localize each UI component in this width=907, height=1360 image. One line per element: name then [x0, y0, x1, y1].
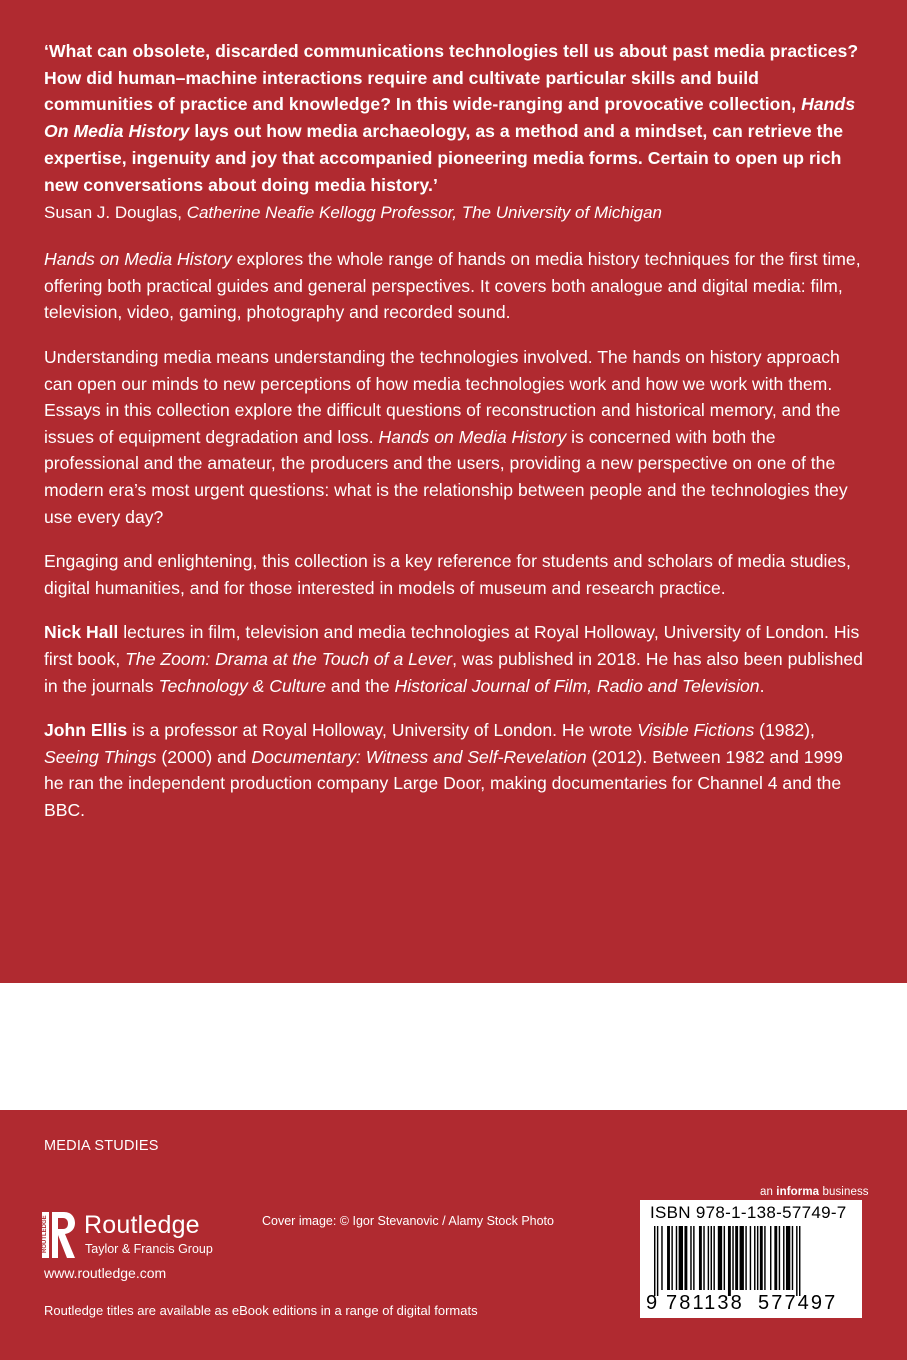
- isbn-barcode: [640, 1200, 862, 1318]
- barcode-bar: [770, 1226, 771, 1290]
- barcode-bar: [690, 1226, 691, 1290]
- back-cover-text: [44, 38, 864, 824]
- barcode-bars: [648, 1226, 854, 1296]
- endorsement-attribution: Susan J. Douglas, Catherine Neafie Kellogg Professor, The University of Michigan: [44, 203, 662, 223]
- barcode-bar: [799, 1226, 800, 1296]
- barcode-bar: [754, 1226, 755, 1290]
- isbn-number: ISBN 978-1-138-57749-7: [650, 1203, 847, 1222]
- barcode-bar: [661, 1226, 662, 1290]
- barcode-bar: [774, 1226, 777, 1290]
- barcode-bar: [764, 1226, 765, 1290]
- barcode-bar: [699, 1226, 702, 1290]
- barcode-bar: [735, 1226, 738, 1290]
- barcode-bar: [676, 1226, 677, 1290]
- barcode-digits-right: 577497: [758, 1292, 838, 1314]
- barcode-bar: [724, 1226, 725, 1290]
- barcode-bar: [693, 1226, 694, 1290]
- barcode-bar: [728, 1226, 731, 1296]
- barcode-bar: [703, 1226, 704, 1290]
- barcode-bar: [671, 1226, 672, 1290]
- barcode-bar: [732, 1226, 733, 1290]
- barcode-bar: [711, 1226, 712, 1290]
- cover-image-credit: Cover image: © Igor Stevanovic / Alamy Stock Photo: [262, 1214, 554, 1228]
- svg-text:ROUTLEDGE: ROUTLEDGE: [42, 1215, 48, 1253]
- barcode-bar: [667, 1226, 670, 1290]
- endorsement-quote: ‘What can obsolete, discarded communications technologies tell us about past media practices? How did human–machine interactions require and cultivate particular skills and build communities of practice and knowledge? In this wide-ranging and provocative collection, Hands On Media History lays out how media archaeology, as a method and a mindset, can retrieve the expertise, ingenuity and joy that accompanied pioneering media forms. Certain to open up rich new conversations about doing media history.’: [44, 41, 859, 195]
- barcode-bar: [779, 1226, 780, 1290]
- barcode-bar: [718, 1226, 722, 1290]
- description-paragraph-1: Hands on Media History explores the whole range of hands on media history techniques for the first time, offering both practical guides and general perspectives. It covers both analogue and digital media: film, television, video, gaming, photography and recorded sound.: [44, 249, 861, 323]
- description-paragraph-2: Understanding media means understanding the technologies involved. The hands on history approach can open our minds to new perceptions of how media technologies work and how we work with them. Essays in this collection explore the difficult questions of reconstruction and historical memory, and the issues of equipment degradation and loss. Hands on Media History is concerned with both the professional and the amateur, the producers and the users, providing a new perspective on one of the modern era’s most urgent questions: what is the relationship between people and the technologies they use every day?: [44, 347, 848, 527]
- publisher-url[interactable]: www.routledge.com: [44, 1265, 167, 1281]
- informa-business-mark: an informa business: [760, 1186, 869, 1198]
- white-band: [0, 983, 907, 1110]
- barcode-bar: [757, 1226, 758, 1290]
- publisher-name: Routledge: [84, 1211, 200, 1239]
- barcode-bar: [708, 1226, 709, 1290]
- barcode-bar: [679, 1226, 683, 1290]
- routledge-r-icon: [40, 1209, 80, 1261]
- author-bio-nick-hall: Nick Hall lectures in film, television and media technologies at Royal Holloway, University of London. His first book, The Zoom: Drama at the Touch of a Lever, was published in 2018. He has also been published in the journals Technology & Culture and the Historical Journal of Film, Radio and Television.: [44, 622, 863, 696]
- barcode-digits-left: 781138: [666, 1292, 744, 1314]
- barcode-bar: [760, 1226, 763, 1290]
- ebook-availability-note: Routledge titles are available as eBook editions in a range of digital formats: [44, 1303, 478, 1318]
- barcode-bar: [792, 1226, 793, 1290]
- barcode-bar: [796, 1226, 797, 1296]
- barcode-bar: [713, 1226, 714, 1290]
- barcode-bar: [740, 1226, 744, 1290]
- barcode-bar: [783, 1226, 784, 1290]
- description-paragraph-3: Engaging and enlightening, this collection is a key reference for students and scholars of media studies, digital humanities, and for those interested in models of museum and research practice.: [44, 551, 851, 598]
- barcode-bar: [657, 1226, 658, 1296]
- publisher-group: Taylor & Francis Group: [85, 1242, 213, 1256]
- barcode-bar: [786, 1226, 790, 1290]
- subject-category: MEDIA STUDIES: [44, 1138, 159, 1154]
- barcode-digit-first: 9: [646, 1292, 658, 1314]
- barcode-bar: [745, 1226, 746, 1290]
- routledge-logo: [40, 1209, 240, 1261]
- barcode-bar: [684, 1226, 687, 1290]
- barcode-bar: [750, 1226, 751, 1290]
- author-bio-john-ellis: John Ellis is a professor at Royal Holloway, University of London. He wrote Visible Fictions (1982), Seeing Things (2000) and Documentary: Witness and Self-Revelation (2012). Between 1982 and 1999 he ran the independent production company Large Door, making documentaries for Channel 4 and the BBC.: [44, 720, 843, 820]
- barcode-bar: [654, 1226, 655, 1296]
